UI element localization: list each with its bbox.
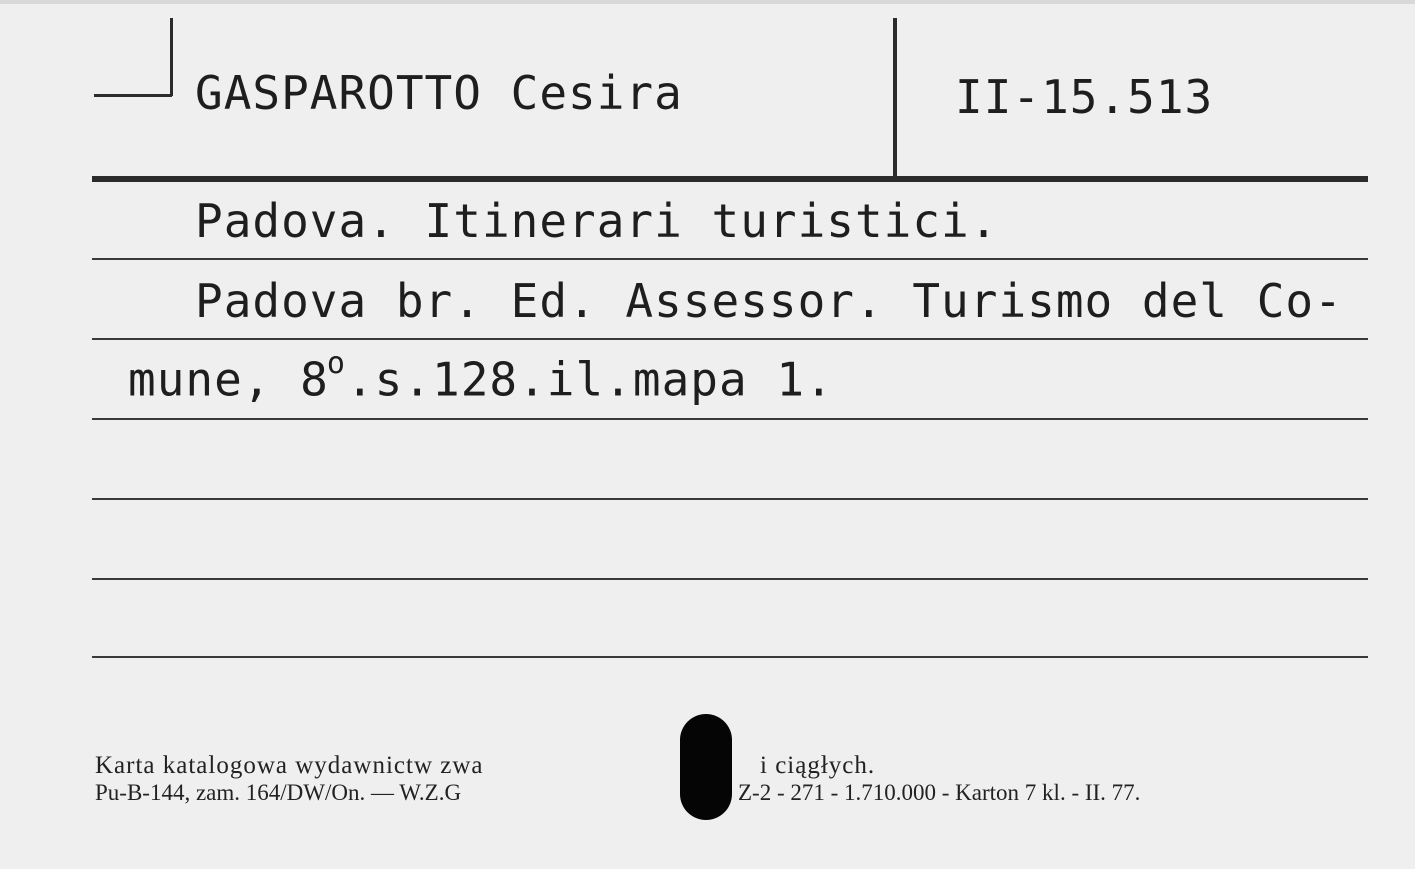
rule-5 bbox=[92, 578, 1368, 580]
rule-1 bbox=[92, 258, 1368, 260]
call-number: II-15.513 bbox=[955, 70, 1214, 124]
title-line: Padova. Itinerari turistici. bbox=[195, 194, 999, 248]
footer-line-1-left: Karta katalogowa wydawnictw zwa bbox=[95, 752, 484, 779]
collation-start: mune, 8 bbox=[128, 352, 329, 407]
collation-end: .s.128.il.mapa 1. bbox=[345, 352, 834, 407]
footer-line-1-right: i ciągłych. bbox=[760, 752, 876, 779]
corner-mark-vertical bbox=[170, 18, 173, 96]
punch-hole bbox=[680, 714, 732, 820]
imprint-line: Padova br. Ed. Assessor. Turismo del Co- bbox=[195, 274, 1343, 328]
header-divider bbox=[893, 18, 897, 176]
rule-2 bbox=[92, 338, 1368, 340]
rule-3 bbox=[92, 418, 1368, 420]
collation-line bbox=[128, 346, 834, 407]
footer-line-2-left: Pu-B-144, zam. 164/DW/On. — W.Z.G bbox=[95, 780, 462, 805]
header-rule bbox=[92, 176, 1368, 182]
rule-6 bbox=[92, 656, 1368, 658]
author-name: GASPAROTTO Cesira bbox=[195, 66, 683, 120]
corner-mark-horizontal bbox=[94, 94, 172, 97]
card-top-edge bbox=[0, 0, 1415, 4]
format-degree: o bbox=[326, 346, 346, 381]
footer-line-2-right: Z-2 - 271 - 1.710.000 - Karton 7 kl. - II. 77. bbox=[738, 780, 1141, 805]
rule-4 bbox=[92, 498, 1368, 500]
